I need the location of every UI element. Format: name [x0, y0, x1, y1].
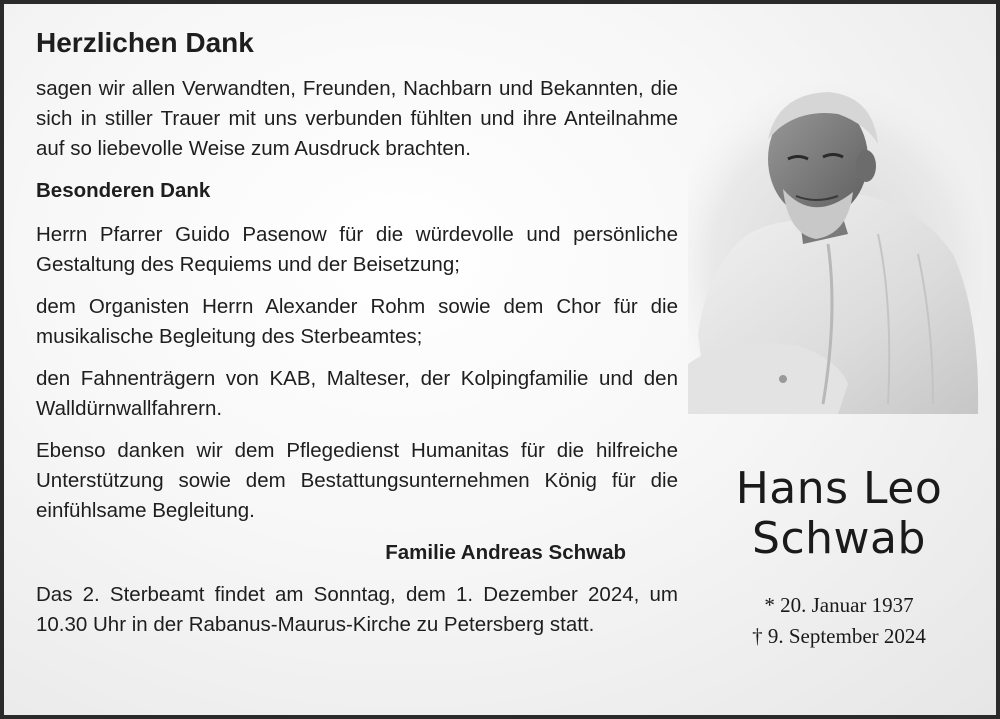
deceased-first-names: Hans Leo — [735, 463, 943, 514]
thanks-paragraph-organist: dem Organisten Herrn Alexander Rohm sowie dem Chor für die musikalische Begleitung des Sterbeamtes; — [36, 294, 678, 348]
portrait-photo — [688, 84, 982, 414]
death-date: † 9. September 2024 — [752, 624, 926, 648]
thanks-column — [36, 26, 678, 652]
life-dates — [688, 590, 990, 652]
obituary-card — [4, 4, 996, 715]
deceased-name — [688, 464, 990, 564]
thanks-paragraph-pastor: Herrn Pfarrer Guido Pasenow für die würdevolle und persönliche Gestaltung des Requiems und der Beisetzung; — [36, 222, 678, 276]
birth-date: * 20. Januar 1937 — [764, 593, 914, 617]
deceased-last-name: Schwab — [752, 513, 926, 564]
special-thanks-heading: Besonderen Dank — [36, 178, 211, 202]
notice-title: Herzlichen Dank — [36, 27, 254, 58]
thanks-paragraph-care-service: Ebenso danken wir dem Pflegedienst Humanitas für die hilfreiche Unterstützung sowie dem Bestattungsunternehmen König für die einfühlsame Begleitung. — [36, 438, 678, 522]
family-signature: Familie Andreas Schwab — [385, 540, 626, 564]
intro-paragraph: sagen wir allen Verwandten, Freunden, Nachbarn und Bekannten, die sich in stiller Trauer mit uns verbunden fühlten und ihre Anteilnahme auf so liebevolle Weise zum Ausdruck brachten. — [36, 76, 678, 160]
thanks-paragraph-flag-bearers: den Fahnenträgern von KAB, Malteser, der Kolpingfamilie und den Walldürnwallfahrern. — [36, 366, 678, 420]
service-note: Das 2. Sterbeamt findet am Sonntag, dem 1. Dezember 2024, um 10.30 Uhr in der Rabanus-Maurus-Kirche zu Petersberg statt. — [36, 582, 678, 636]
